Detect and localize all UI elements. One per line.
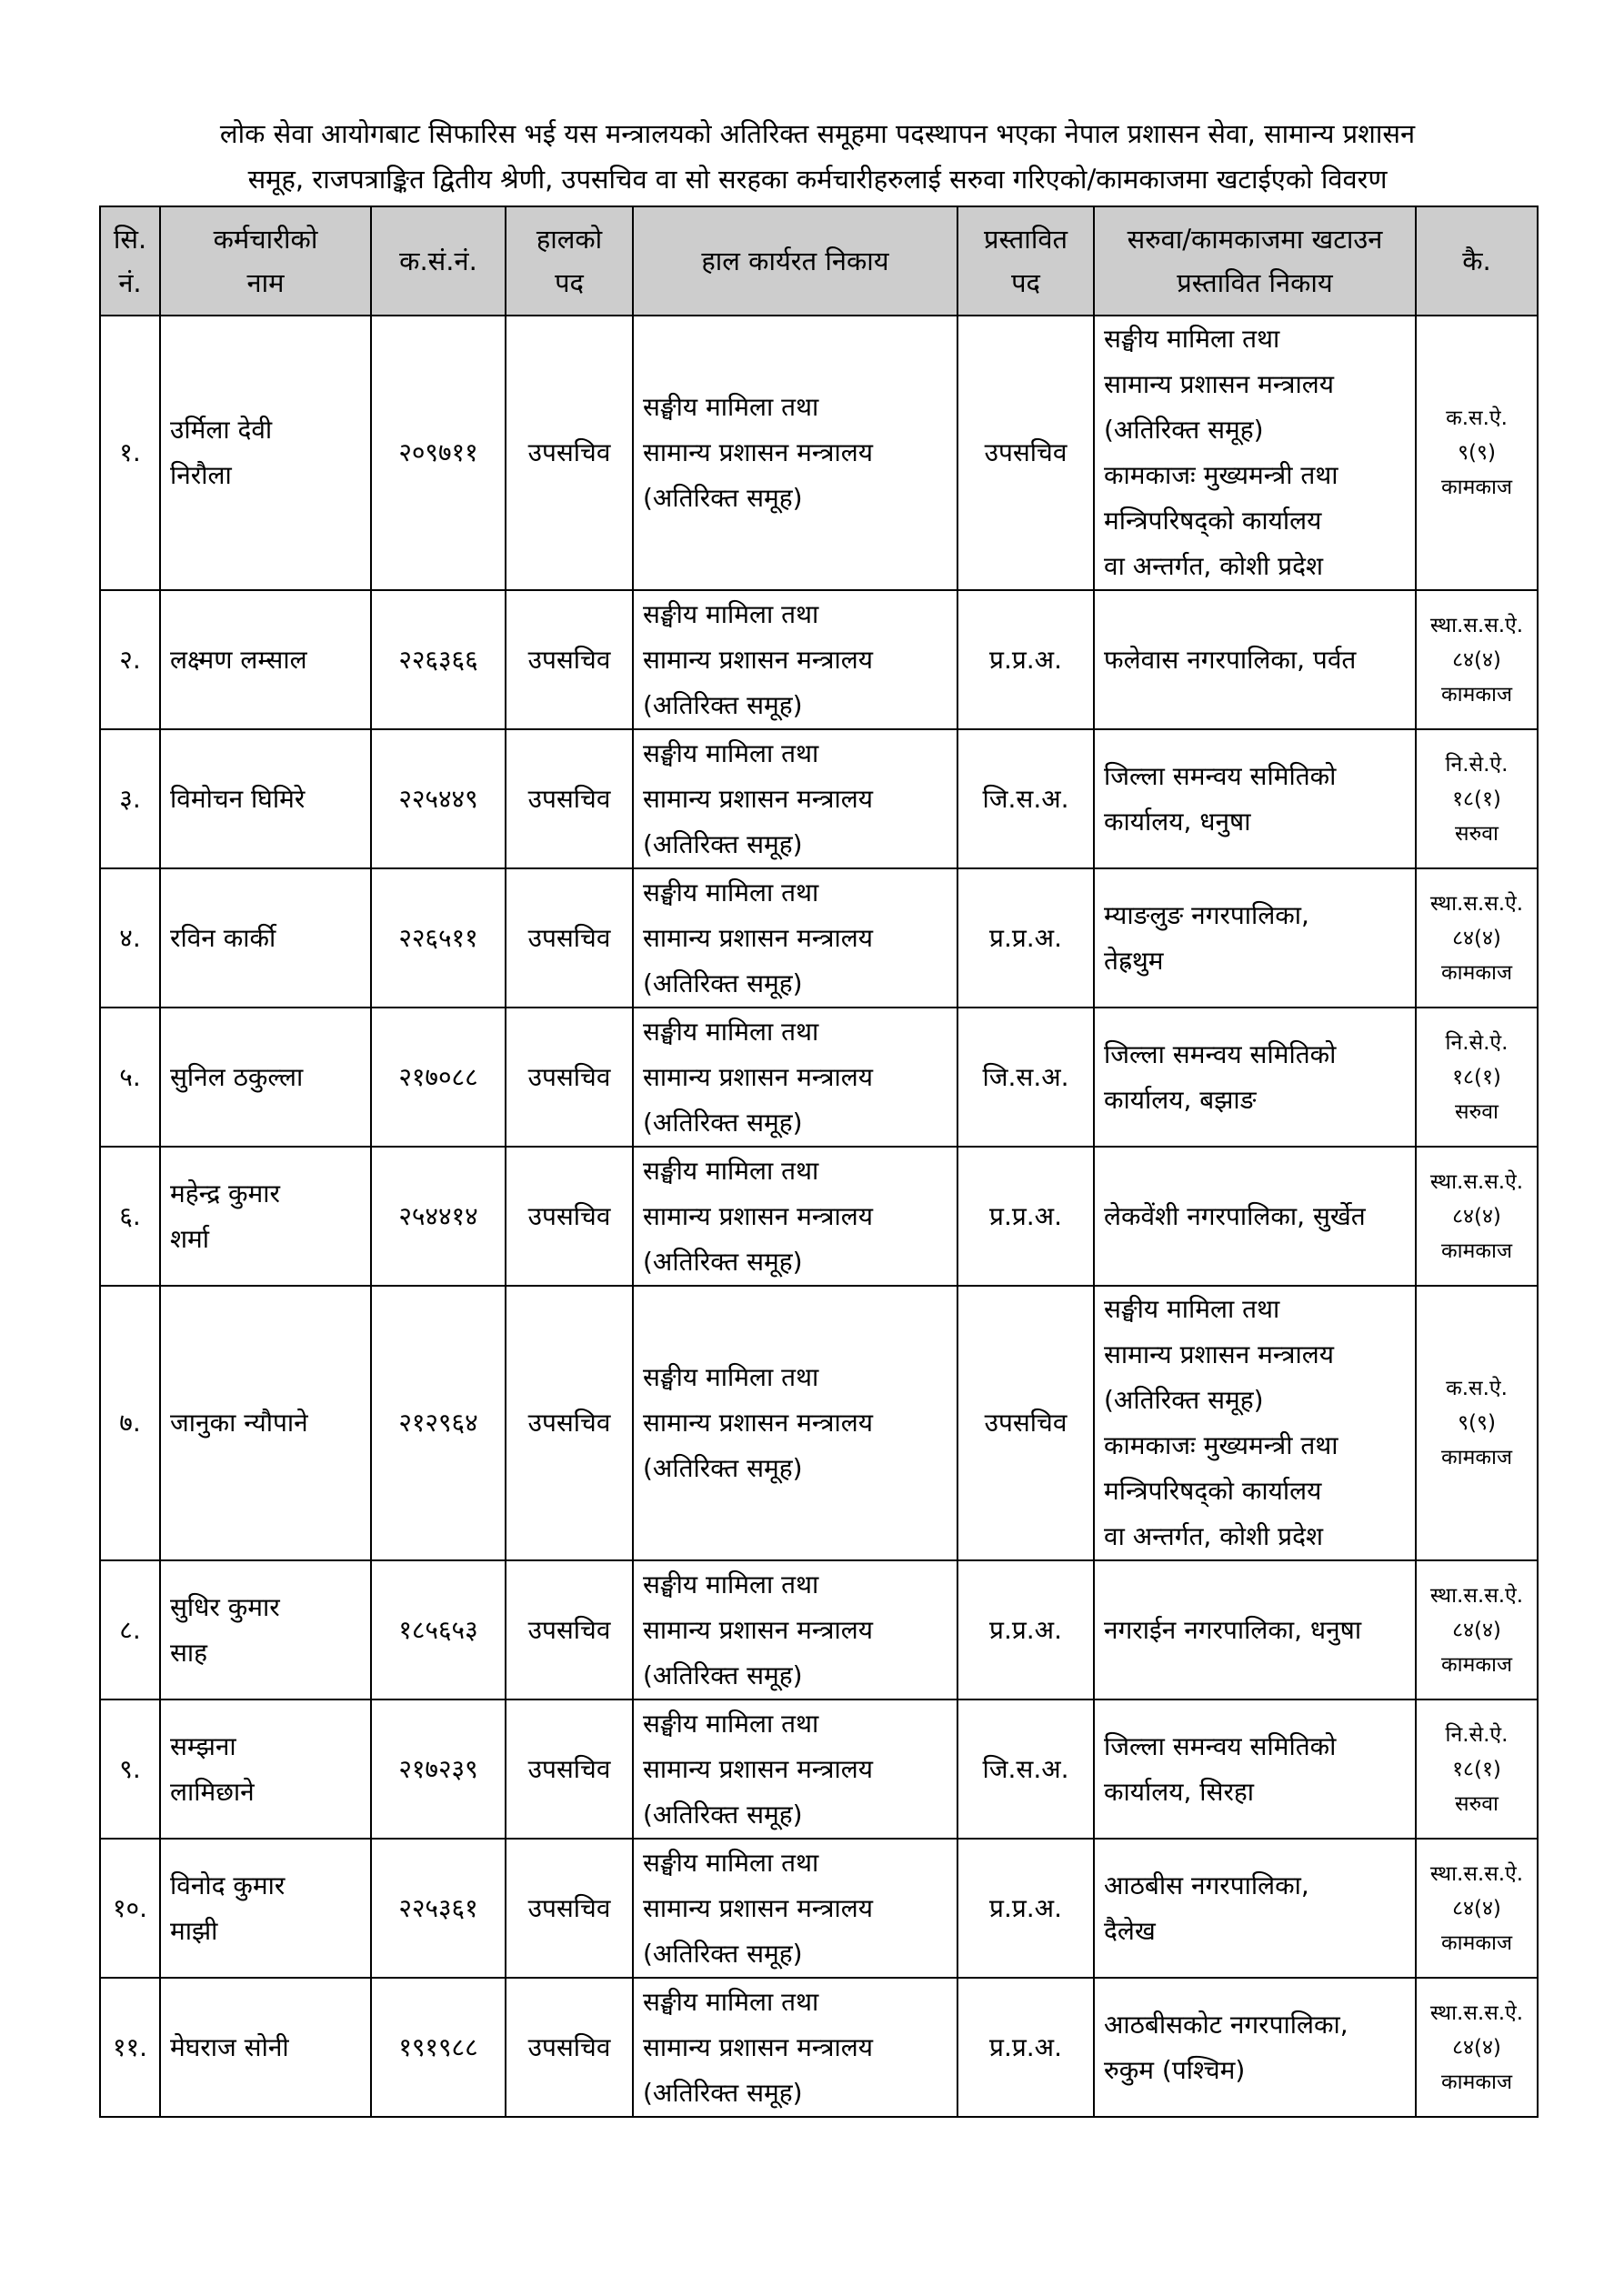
cell-remarks-line: १८(१) bbox=[1452, 1757, 1501, 1781]
cell-current-office-line: सङ्घीय मामिला तथा bbox=[643, 1362, 819, 1392]
cell-employee-name-line: सुधिर कुमार bbox=[170, 1591, 280, 1622]
cell-employee-name bbox=[160, 1147, 371, 1286]
cell-proposed-office-line: मन्त्रिपरिषद्को कार्यालय bbox=[1104, 1476, 1322, 1506]
cell-current-office-line: सङ्घीय मामिला तथा bbox=[643, 1569, 819, 1599]
table-body bbox=[100, 316, 1538, 2117]
cell-staff-id: २२५४४९ bbox=[371, 729, 506, 868]
cell-current-office bbox=[633, 1699, 957, 1839]
cell-employee-name bbox=[160, 868, 371, 1008]
cell-proposed-office bbox=[1094, 316, 1416, 590]
cell-serial-number: ८. bbox=[100, 1560, 160, 1699]
cell-current-post: उपसचिव bbox=[506, 1560, 633, 1699]
cell-proposed-post: उपसचिव bbox=[957, 1286, 1094, 1560]
cell-proposed-office-line: जिल्ला समन्वय समितिको bbox=[1104, 760, 1337, 791]
cell-current-office-line: सामान्य प्रशासन मन्त्रालय bbox=[643, 1061, 873, 1092]
cell-serial-number: १. bbox=[100, 316, 160, 590]
table-header-row bbox=[100, 206, 1538, 316]
cell-serial-number: ३. bbox=[100, 729, 160, 868]
cell-employee-name-line: विनोद कुमार bbox=[170, 1870, 286, 1900]
cell-staff-id: २१७२३९ bbox=[371, 1699, 506, 1839]
cell-staff-id: २१७०८८ bbox=[371, 1008, 506, 1147]
cell-current-post: उपसचिव bbox=[506, 1286, 633, 1560]
cell-remarks-line: ८४(४) bbox=[1452, 926, 1501, 950]
cell-current-office-line: सङ्घीय मामिला तथा bbox=[643, 877, 819, 907]
cell-remarks-line: क.स.ऐ. bbox=[1446, 1377, 1508, 1400]
cell-proposed-office-line: जिल्ला समन्वय समितिको bbox=[1104, 1038, 1337, 1069]
cell-employee-name-line: माझी bbox=[170, 1915, 218, 1946]
cell-staff-id: २२६५११ bbox=[371, 868, 506, 1008]
table-row bbox=[100, 1560, 1538, 1699]
cell-proposed-office-line: रुकुम (पश्चिम) bbox=[1104, 2054, 1246, 2085]
cell-proposed-office bbox=[1094, 1699, 1416, 1839]
cell-proposed-post: जि.स.अ. bbox=[957, 1008, 1094, 1147]
cell-remarks-line: स्था.स.स.ऐ. bbox=[1429, 1169, 1524, 1194]
cell-proposed-office bbox=[1094, 1147, 1416, 1286]
cell-remarks bbox=[1416, 729, 1538, 868]
cell-proposed-office-line: सङ्घीय मामिला तथा bbox=[1104, 1294, 1280, 1324]
cell-proposed-office-line: मन्त्रिपरिषद्को कार्यालय bbox=[1104, 506, 1322, 536]
cell-remarks bbox=[1416, 1560, 1538, 1699]
cell-proposed-office-line: कार्यालय, सिरहा bbox=[1104, 1776, 1255, 1807]
cell-employee-name-line: महेन्द्र कुमार bbox=[170, 1178, 280, 1208]
cell-current-office-line: सामान्य प्रशासन मन्त्रालय bbox=[643, 922, 873, 953]
cell-staff-id: १८५६५३ bbox=[371, 1560, 506, 1699]
cell-current-office-line: सामान्य प्रशासन मन्त्रालय bbox=[643, 644, 873, 675]
cell-remarks-line: स्था.स.स.ऐ. bbox=[1429, 2000, 1524, 2025]
cell-remarks-line: ९(९) bbox=[1458, 441, 1496, 465]
cell-remarks-line: कामकाज bbox=[1440, 1930, 1513, 1955]
cell-staff-id: २१२९६४ bbox=[371, 1286, 506, 1560]
cell-proposed-office-line: सामान्य प्रशासन मन्त्रालय bbox=[1104, 369, 1334, 399]
cell-current-post: उपसचिव bbox=[506, 729, 633, 868]
cell-remarks-line: स्था.स.स.ऐ. bbox=[1429, 1583, 1524, 1608]
cell-proposed-office-line: आठबीस नगरपालिका, bbox=[1104, 1870, 1309, 1900]
cell-current-office-line: (अतिरिक्त समूह) bbox=[643, 2077, 803, 2108]
cell-current-office bbox=[633, 1147, 957, 1286]
cell-current-post: उपसचिव bbox=[506, 1008, 633, 1147]
cell-employee-name-line: रविन कार्की bbox=[170, 922, 276, 953]
cell-current-office-line: सङ्घीय मामिला तथा bbox=[643, 737, 819, 768]
cell-current-office-line: (अतिरिक्त समूह) bbox=[643, 1938, 803, 1969]
cell-proposed-office-line: लेकवेंशी नगरपालिका, सुर्खेत bbox=[1104, 1200, 1366, 1231]
table-row bbox=[100, 316, 1538, 590]
cell-current-office-line: सामान्य प्रशासन मन्त्रालय bbox=[643, 1753, 873, 1784]
cell-remarks bbox=[1416, 1008, 1538, 1147]
header-serial-number: सि. नं. bbox=[100, 206, 160, 316]
cell-employee-name bbox=[160, 316, 371, 590]
cell-proposed-office-line: म्याङलुङ नगरपालिका, bbox=[1104, 899, 1309, 930]
cell-remarks-line: ९(९) bbox=[1458, 1411, 1496, 1435]
cell-employee-name-line: सम्झना bbox=[170, 1730, 236, 1761]
cell-employee-name bbox=[160, 1699, 371, 1839]
cell-current-office-line: सामान्य प्रशासन मन्त्रालय bbox=[643, 783, 873, 814]
cell-current-office-line: (अतिरिक्त समूह) bbox=[643, 689, 803, 720]
cell-remarks-line: स्था.स.स.ऐ. bbox=[1429, 891, 1524, 916]
cell-employee-name bbox=[160, 1560, 371, 1699]
cell-employee-name bbox=[160, 1008, 371, 1147]
table-row bbox=[100, 729, 1538, 868]
header-staff-id: क.सं.नं. bbox=[371, 206, 506, 316]
cell-proposed-post: प्र.प्र.अ. bbox=[957, 1839, 1094, 1978]
cell-current-office-line: सङ्घीय मामिला तथा bbox=[643, 1986, 819, 2017]
cell-current-office bbox=[633, 1286, 957, 1560]
cell-current-office-line: (अतिरिक्त समूह) bbox=[643, 968, 803, 998]
cell-proposed-office-line: कामकाजः मुख्यमन्त्री तथा bbox=[1104, 1430, 1338, 1460]
cell-remarks bbox=[1416, 1839, 1538, 1978]
cell-proposed-office-line: (अतिरिक्त समूह) bbox=[1104, 1385, 1264, 1415]
cell-current-office-line: सङ्घीय मामिला तथा bbox=[643, 392, 819, 422]
cell-proposed-post: प्र.प्र.अ. bbox=[957, 1147, 1094, 1286]
cell-employee-name-line: जानुका न्यौपाने bbox=[170, 1408, 308, 1438]
cell-current-office-line: (अतिरिक्त समूह) bbox=[643, 828, 803, 859]
cell-staff-id: १९१९८८ bbox=[371, 1978, 506, 2117]
cell-serial-number: ११. bbox=[100, 1978, 160, 2117]
cell-staff-id: २२६३६६ bbox=[371, 590, 506, 729]
cell-current-office-line: सामान्य प्रशासन मन्त्रालय bbox=[643, 1614, 873, 1645]
cell-proposed-post: जि.स.अ. bbox=[957, 729, 1094, 868]
cell-remarks bbox=[1416, 1699, 1538, 1839]
document-heading bbox=[98, 111, 1537, 202]
cell-staff-id: २०९७११ bbox=[371, 316, 506, 590]
cell-remarks bbox=[1416, 316, 1538, 590]
cell-employee-name bbox=[160, 729, 371, 868]
cell-proposed-office-line: नगराईन नगरपालिका, धनुषा bbox=[1104, 1614, 1362, 1645]
table-row bbox=[100, 868, 1538, 1008]
table-row bbox=[100, 1286, 1538, 1560]
cell-current-office-line: सामान्य प्रशासन मन्त्रालय bbox=[643, 1408, 873, 1438]
cell-proposed-office bbox=[1094, 1839, 1416, 1978]
cell-remarks bbox=[1416, 1147, 1538, 1286]
cell-current-office-line: सामान्य प्रशासन मन्त्रालय bbox=[643, 1200, 873, 1231]
cell-employee-name-line: मेघराज सोनी bbox=[170, 2031, 289, 2062]
cell-remarks bbox=[1416, 1286, 1538, 1560]
table-row bbox=[100, 1978, 1538, 2117]
cell-employee-name bbox=[160, 1978, 371, 2117]
cell-remarks-line: ८४(४) bbox=[1452, 647, 1501, 672]
cell-current-office bbox=[633, 590, 957, 729]
cell-proposed-office-line: कार्यालय, बझाङ bbox=[1104, 1084, 1257, 1115]
cell-proposed-office-line: वा अन्तर्गत, कोशी प्रदेश bbox=[1104, 551, 1324, 581]
cell-current-post: उपसचिव bbox=[506, 1699, 633, 1839]
cell-proposed-office bbox=[1094, 590, 1416, 729]
cell-employee-name-line: निरौला bbox=[170, 460, 232, 490]
cell-employee-name-line: उर्मिला देवी bbox=[170, 415, 273, 445]
cell-current-post: उपसचिव bbox=[506, 868, 633, 1008]
cell-proposed-office-line: कामकाजः मुख्यमन्त्री तथा bbox=[1104, 460, 1338, 490]
cell-current-office bbox=[633, 1560, 957, 1699]
header-current-office: हाल कार्यरत निकाय bbox=[633, 206, 957, 316]
cell-current-office-line: (अतिरिक्त समूह) bbox=[643, 1246, 803, 1277]
cell-remarks-line: १८(१) bbox=[1452, 1065, 1501, 1089]
cell-remarks-line: नि.से.ऐ. bbox=[1445, 1722, 1509, 1747]
cell-current-office-line: सङ्घीय मामिला तथा bbox=[643, 1016, 819, 1047]
cell-current-office bbox=[633, 316, 957, 590]
cell-current-post: उपसचिव bbox=[506, 1839, 633, 1978]
cell-proposed-post: प्र.प्र.अ. bbox=[957, 868, 1094, 1008]
cell-employee-name-line: सुनिल ठकुल्ला bbox=[170, 1061, 304, 1092]
cell-current-office bbox=[633, 1978, 957, 2117]
cell-remarks-line: कामकाज bbox=[1440, 1238, 1513, 1263]
heading-line-1: लोक सेवा आयोगबाट सिफारिस भई यस मन्त्रालयको अतिरिक्त समूहमा पदस्थापन भएका नेपाल प्रशासन सेवा, सामान्य प्रशासन bbox=[219, 118, 1416, 149]
cell-proposed-office-line: आठबीसकोट नगरपालिका, bbox=[1104, 2009, 1348, 2040]
table-row bbox=[100, 1147, 1538, 1286]
cell-proposed-office bbox=[1094, 1008, 1416, 1147]
cell-current-office-line: (अतिरिक्त समूह) bbox=[643, 483, 803, 513]
cell-current-office-line: सामान्य प्रशासन मन्त्रालय bbox=[643, 1892, 873, 1923]
cell-serial-number: ५. bbox=[100, 1008, 160, 1147]
cell-remarks-line: कामकाज bbox=[1440, 2070, 1513, 2094]
cell-current-post: उपसचिव bbox=[506, 316, 633, 590]
cell-proposed-post: प्र.प्र.अ. bbox=[957, 1978, 1094, 2117]
cell-proposed-office bbox=[1094, 868, 1416, 1008]
cell-proposed-office-line: कार्यालय, धनुषा bbox=[1104, 806, 1251, 837]
cell-proposed-office bbox=[1094, 729, 1416, 868]
cell-proposed-post: उपसचिव bbox=[957, 316, 1094, 590]
cell-staff-id: २२५३६१ bbox=[371, 1839, 506, 1978]
cell-proposed-office bbox=[1094, 1560, 1416, 1699]
cell-proposed-office-line: वा अन्तर्गत, कोशी प्रदेश bbox=[1104, 1521, 1324, 1551]
cell-employee-name-line: लक्ष्मण लम्साल bbox=[170, 644, 307, 675]
cell-proposed-office-line: दैलेख bbox=[1104, 1915, 1156, 1946]
cell-serial-number: १०. bbox=[100, 1839, 160, 1978]
cell-current-office-line: सामान्य प्रशासन मन्त्रालय bbox=[643, 437, 873, 467]
cell-remarks bbox=[1416, 868, 1538, 1008]
cell-remarks-line: सरुवा bbox=[1454, 1099, 1499, 1124]
cell-proposed-office bbox=[1094, 1978, 1416, 2117]
cell-remarks-line: नि.से.ऐ. bbox=[1445, 752, 1509, 777]
cell-employee-name-line: लामिछाने bbox=[170, 1776, 255, 1807]
cell-employee-name bbox=[160, 590, 371, 729]
cell-employee-name-line: साह bbox=[170, 1637, 208, 1668]
cell-current-office bbox=[633, 1839, 957, 1978]
cell-remarks-line: ८४(४) bbox=[1452, 1896, 1501, 1920]
heading-line-2: समूह, राजपत्राङ्कित द्वितीय श्रेणी, उपसचिव वा सो सरहका कर्मचारीहरुलाई सरुवा गरिएको/कामकाजमा खटाईएको विवरण bbox=[247, 164, 1388, 195]
cell-remarks-line: नि.से.ऐ. bbox=[1445, 1030, 1509, 1055]
cell-current-office bbox=[633, 729, 957, 868]
header-remarks: कै. bbox=[1416, 206, 1538, 316]
cell-employee-name-line: विमोचन घिमिरे bbox=[170, 783, 306, 814]
header-proposed-post: प्रस्तावित पद bbox=[957, 206, 1094, 316]
table-row bbox=[100, 590, 1538, 729]
cell-serial-number: ९. bbox=[100, 1699, 160, 1839]
cell-employee-name bbox=[160, 1839, 371, 1978]
cell-remarks-line: १८(१) bbox=[1452, 787, 1501, 811]
cell-current-office-line: (अतिरिक्त समूह) bbox=[643, 1799, 803, 1830]
header-current-post: हालको पद bbox=[506, 206, 633, 316]
cell-serial-number: २. bbox=[100, 590, 160, 729]
cell-proposed-office-line: फलेवास नगरपालिका, पर्वत bbox=[1104, 644, 1357, 675]
cell-proposed-post: जि.स.अ. bbox=[957, 1699, 1094, 1839]
cell-remarks-line: सरुवा bbox=[1454, 1791, 1499, 1816]
cell-current-office-line: (अतिरिक्त समूह) bbox=[643, 1659, 803, 1690]
cell-employee-name-line: शर्मा bbox=[170, 1223, 210, 1254]
cell-employee-name bbox=[160, 1286, 371, 1560]
cell-serial-number: ६. bbox=[100, 1147, 160, 1286]
cell-current-office-line: सङ्घीय मामिला तथा bbox=[643, 598, 819, 629]
cell-current-post: उपसचिव bbox=[506, 1978, 633, 2117]
cell-remarks-line: कामकाज bbox=[1440, 682, 1513, 707]
cell-current-office-line: सङ्घीय मामिला तथा bbox=[643, 1847, 819, 1878]
cell-current-post: उपसचिव bbox=[506, 590, 633, 729]
cell-current-office-line: सङ्घीय मामिला तथा bbox=[643, 1155, 819, 1186]
transfer-table bbox=[99, 206, 1539, 2118]
table-row bbox=[100, 1008, 1538, 1147]
cell-remarks-line: ८४(४) bbox=[1452, 1204, 1501, 1228]
cell-remarks-line: कामकाज bbox=[1440, 1652, 1513, 1677]
cell-current-office-line: सामान्य प्रशासन मन्त्रालय bbox=[643, 2031, 873, 2062]
cell-serial-number: ४. bbox=[100, 868, 160, 1008]
cell-remarks-line: सरुवा bbox=[1454, 821, 1499, 846]
cell-current-office bbox=[633, 1008, 957, 1147]
cell-remarks-line: क.स.ऐ. bbox=[1446, 406, 1508, 430]
cell-remarks-line: ८४(४) bbox=[1452, 1618, 1501, 1642]
cell-proposed-office-line: तेह्रथुम bbox=[1104, 945, 1164, 976]
cell-remarks-line: कामकाज bbox=[1440, 476, 1513, 499]
cell-remarks bbox=[1416, 1978, 1538, 2117]
cell-remarks-line: कामकाज bbox=[1440, 960, 1513, 985]
table-row bbox=[100, 1699, 1538, 1839]
cell-proposed-office bbox=[1094, 1286, 1416, 1560]
header-proposed-office: सरुवा/कामकाजमा खटाउन प्रस्तावित निकाय bbox=[1094, 206, 1416, 316]
cell-remarks-line: स्था.स.स.ऐ. bbox=[1429, 1861, 1524, 1886]
cell-current-post: उपसचिव bbox=[506, 1147, 633, 1286]
cell-remarks-line: स्था.स.स.ऐ. bbox=[1429, 613, 1524, 637]
cell-proposed-post: प्र.प्र.अ. bbox=[957, 590, 1094, 729]
cell-remarks bbox=[1416, 590, 1538, 729]
cell-current-office-line: (अतिरिक्त समूह) bbox=[643, 1107, 803, 1138]
cell-serial-number: ७. bbox=[100, 1286, 160, 1560]
cell-proposed-office-line: (अतिरिक्त समूह) bbox=[1104, 415, 1264, 445]
cell-remarks-line: ८४(४) bbox=[1452, 2035, 1501, 2060]
cell-proposed-office-line: सङ्घीय मामिला तथा bbox=[1104, 324, 1280, 354]
header-employee-name: कर्मचारीको नाम bbox=[160, 206, 371, 316]
cell-current-office bbox=[633, 868, 957, 1008]
cell-current-office-line: सङ्घीय मामिला तथा bbox=[643, 1708, 819, 1739]
table-row bbox=[100, 1839, 1538, 1978]
cell-current-office-line: (अतिरिक्त समूह) bbox=[643, 1453, 803, 1483]
cell-staff-id: २५४४१४ bbox=[371, 1147, 506, 1286]
cell-remarks-line: कामकाज bbox=[1440, 1446, 1513, 1469]
cell-proposed-post: प्र.प्र.अ. bbox=[957, 1560, 1094, 1699]
cell-proposed-office-line: जिल्ला समन्वय समितिको bbox=[1104, 1730, 1337, 1761]
cell-proposed-office-line: सामान्य प्रशासन मन्त्रालय bbox=[1104, 1339, 1334, 1369]
